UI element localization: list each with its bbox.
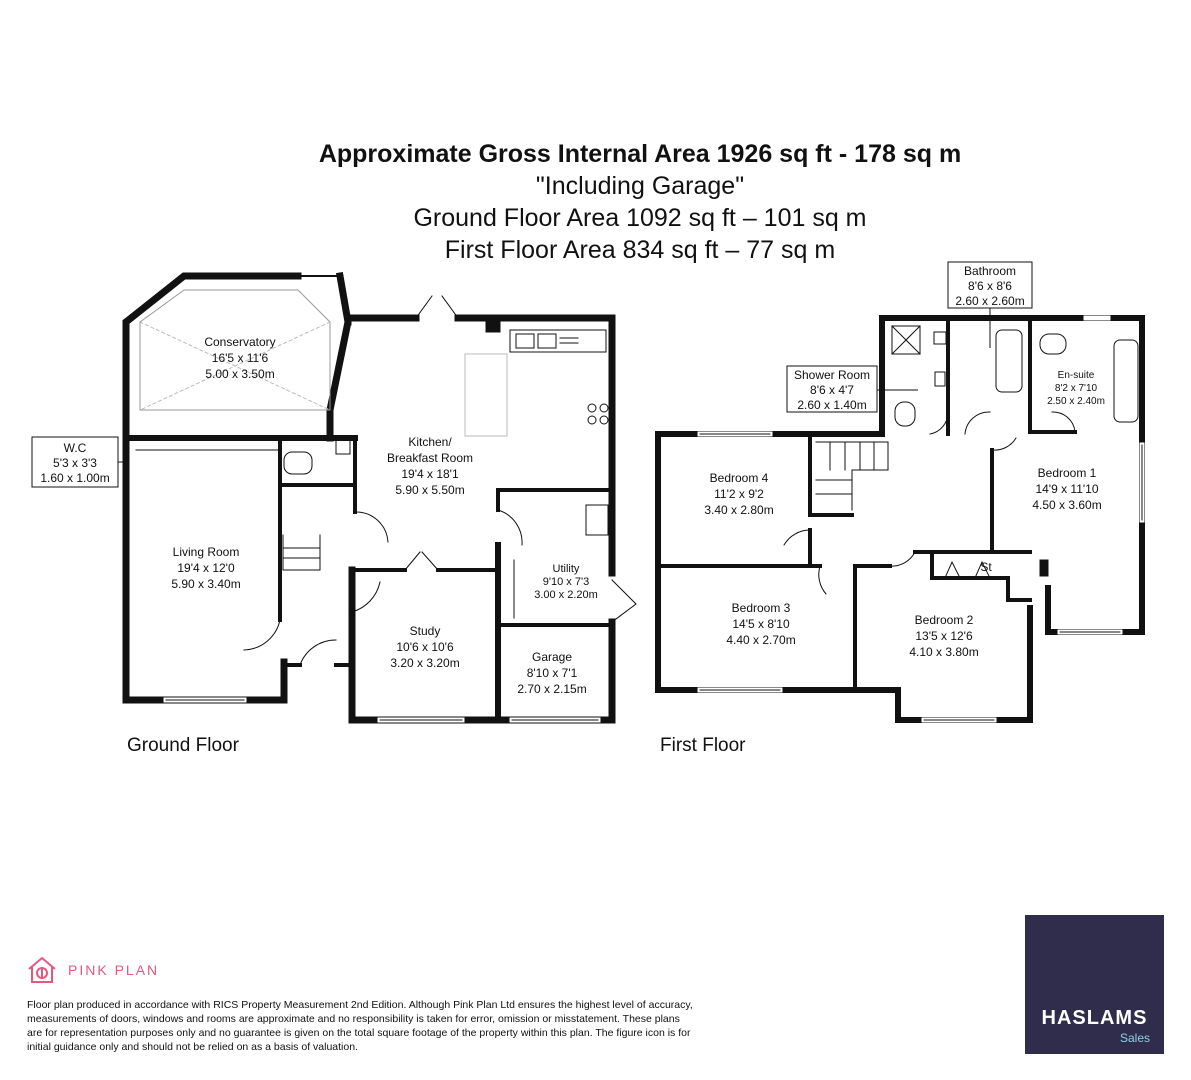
- bedroom-4-metric: 3.40 x 2.80m: [704, 503, 774, 517]
- bathroom-imperial: 8'6 x 8'6: [968, 279, 1012, 293]
- shower-room-metric: 2.60 x 1.40m: [797, 398, 867, 412]
- storage-name: St: [980, 560, 992, 574]
- bedroom-2-metric: 4.10 x 3.80m: [909, 645, 979, 659]
- bedroom-4-walls: [658, 434, 888, 566]
- disclaimer-text: Floor plan produced in accordance with RICS Property Measurement 2nd Edition. Although Pink Plan Ltd ensures the highest level of accuracy, measurements of doors, windows and rooms are approximate and no responsibility is taken for error, omission or misstatement. These plans are for representation purposes only and no guarantee is given on the total square footage of the property within this plan. The figure icon is for initial guidance only and should not be relied on as a basis of valuation.: [27, 999, 693, 1053]
- pink-plan-text: PINK PLAN: [68, 962, 160, 978]
- living-room-imperial: 19'4 x 12'0: [177, 561, 235, 575]
- haslams-logo: [1025, 915, 1164, 1054]
- conservatory-metric: 5.00 x 3.50m: [205, 367, 275, 381]
- bedroom-3-metric: 4.40 x 2.70m: [726, 633, 796, 647]
- wc-metric: 1.60 x 1.00m: [40, 471, 110, 485]
- conservatory-imperial: 16'5 x 11'6: [211, 351, 269, 365]
- wc-imperial: 5'3 x 3'3: [53, 456, 97, 470]
- kitchen-metric: 5.90 x 5.50m: [395, 483, 465, 497]
- utility-imperial: 9'10 x 7'3: [542, 576, 590, 588]
- bedroom-4-imperial: 11'2 x 9'2: [714, 487, 764, 501]
- study-name: Study: [409, 624, 441, 638]
- first-floor-label: First Floor: [660, 735, 746, 756]
- bathroom-name: Bathroom: [963, 264, 1017, 278]
- shower-room-imperial: 8'6 x 4'7: [810, 383, 854, 397]
- kitchen-walls: [348, 296, 612, 580]
- ensuite-metric: 2.50 x 2.40m: [1047, 396, 1105, 407]
- shower-room-name: Shower Room: [793, 368, 871, 382]
- haslams-brand: HASLAMS: [1041, 1007, 1148, 1029]
- gross-area-title: Approximate Gross Internal Area 1926 sq ft - 178 sq m: [318, 140, 962, 168]
- garage-name: Garage: [531, 650, 573, 664]
- ensuite-name: En-suite: [1057, 370, 1095, 381]
- garage-metric: 2.70 x 2.15m: [517, 682, 587, 696]
- haslams-sales: Sales: [1119, 1031, 1150, 1045]
- wc-hall-walls: [280, 438, 355, 665]
- bedroom-1-name: Bedroom 1: [1037, 466, 1097, 480]
- living-room-name: Living Room: [172, 545, 240, 559]
- bedroom-1-metric: 4.50 x 3.60m: [1032, 498, 1102, 512]
- upper-bathroom-walls: [882, 318, 1142, 434]
- ensuite-imperial: 8'2 x 7'10: [1054, 383, 1098, 394]
- kitchen-name-1: Kitchen/: [408, 435, 452, 449]
- study-imperial: 10'6 x 10'6: [396, 640, 454, 654]
- wc-name: W.C: [63, 441, 87, 455]
- garage-imperial: 8'10 x 7'1: [526, 666, 578, 680]
- living-room-metric: 5.90 x 3.40m: [171, 577, 241, 591]
- conservatory-name: Conservatory: [204, 335, 276, 349]
- house-icon: [26, 955, 58, 985]
- including-garage-note: "Including Garage": [535, 172, 745, 200]
- utility-metric: 3.00 x 2.20m: [534, 589, 598, 601]
- bedroom-2-name: Bedroom 2: [914, 613, 974, 627]
- pink-plan-logo: [26, 955, 159, 985]
- utility-name: Utility: [552, 563, 580, 575]
- bedroom-1-imperial: 14'9 x 11'10: [1035, 482, 1099, 496]
- bedroom-3-imperial: 14'5 x 8'10: [732, 617, 790, 631]
- bedroom-2-imperial: 13'5 x 12'6: [915, 629, 973, 643]
- bedroom-4-name: Bedroom 4: [709, 471, 769, 485]
- bedroom-3-name: Bedroom 3: [731, 601, 791, 615]
- ground-floor-area: Ground Floor Area 1092 sq ft – 101 sq m: [413, 204, 867, 232]
- first-floor-area: First Floor Area 834 sq ft – 77 sq m: [444, 236, 836, 264]
- study-metric: 3.20 x 3.20m: [390, 656, 460, 670]
- bathroom-metric: 2.60 x 2.60m: [955, 294, 1025, 308]
- ground-floor-label: Ground Floor: [127, 735, 239, 756]
- kitchen-imperial: 19'4 x 18'1: [401, 467, 459, 481]
- kitchen-name-2: Breakfast Room: [386, 451, 474, 465]
